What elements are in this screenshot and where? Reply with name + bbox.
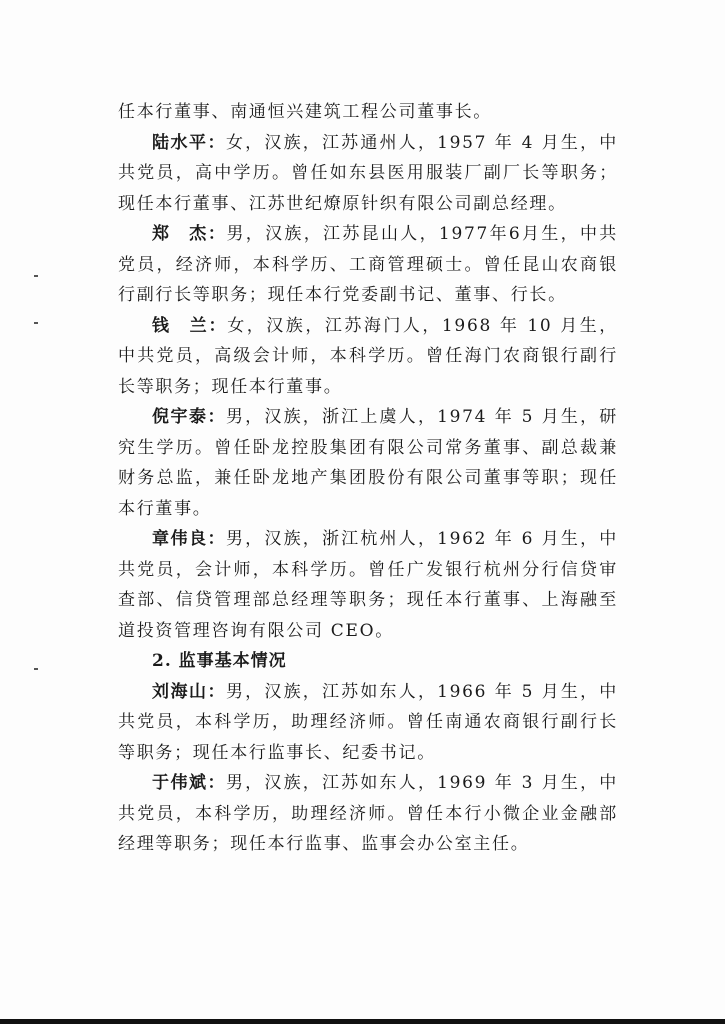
director-entry: [118, 524, 618, 646]
director-name: 倪宇泰：: [152, 407, 226, 427]
scan-mark: [34, 322, 38, 324]
director-entry: [118, 311, 618, 403]
scan-mark: [34, 668, 38, 670]
supervisor-entry: [118, 677, 618, 769]
paragraph-intro: [118, 97, 618, 128]
director-bio: 女，汉族，江苏海门人，1968 年 10 月生，中共党员，高级会计师，本科学历。曾任海门农商银行副行长等职务；现任本行董事。: [118, 315, 619, 397]
director-name: 陆水平：: [152, 132, 226, 153]
director-bio: 男，汉族，江苏昆山人，1977年6月生，中共党员，经济师，本科学历、工商管理硕士。曾任昆山农商银行副行长等职务；现任本行党委副书记、董事、行长。: [118, 224, 619, 305]
director-entry: [118, 219, 618, 311]
director-bio: 男，汉族，浙江上虞人，1974 年 5 月生，研究生学历。曾任卧龙控股集团有限公司常务董事、副总裁兼财务总监，兼任卧龙地产集团股份有限公司董事等职；现任本行董事。: [118, 407, 618, 519]
director-name: 郑 杰：: [152, 224, 227, 244]
director-name: 章伟良：: [152, 529, 226, 549]
director-bio: 男，汉族，浙江杭州人，1962 年 6 月生，中共党员，会计师，本科学历。曾任广发银行杭州分行信贷审查部、信贷管理部总经理等职务；现任本行董事、上海融至道投资管理咨询有限公司 CEO。: [118, 529, 618, 641]
intro-text: 任本行董事、南通恒兴建筑工程公司董事长。: [118, 102, 492, 122]
supervisor-bio: 男，汉族，江苏如东人，1966 年 5 月生，中共党员，本科学历，助理经济师。曾任南通农商银行副行长等职务；现任本行监事长、纪委书记。: [118, 681, 618, 763]
director-entry: [118, 128, 618, 220]
scan-mark: [34, 275, 38, 277]
director-name: 钱 兰：: [152, 315, 228, 336]
director-bio: 女，汉族，江苏通州人，1957 年 4 月生，中共党员，高中学历。曾任如东县医用服装厂副厂长等职务；现任本行董事、江苏世纪燎原针织有限公司副总经理。: [118, 132, 618, 214]
supervisor-bio: 男，汉族，江苏如东人，1969 年 3 月生，中共党员，本科学历，助理经济师。曾任本行小微企业金融部经理等职务；现任本行监事、监事会办公室主任。: [118, 773, 618, 854]
scan-bottom-edge: [0, 1019, 725, 1024]
director-entry: [118, 402, 618, 524]
supervisor-entry: [118, 768, 618, 860]
document-body: [118, 97, 618, 860]
section-heading: 2. 监事基本情况: [152, 651, 287, 671]
supervisor-name: 刘海山：: [152, 681, 226, 702]
supervisor-name: 于伟斌：: [152, 773, 226, 793]
